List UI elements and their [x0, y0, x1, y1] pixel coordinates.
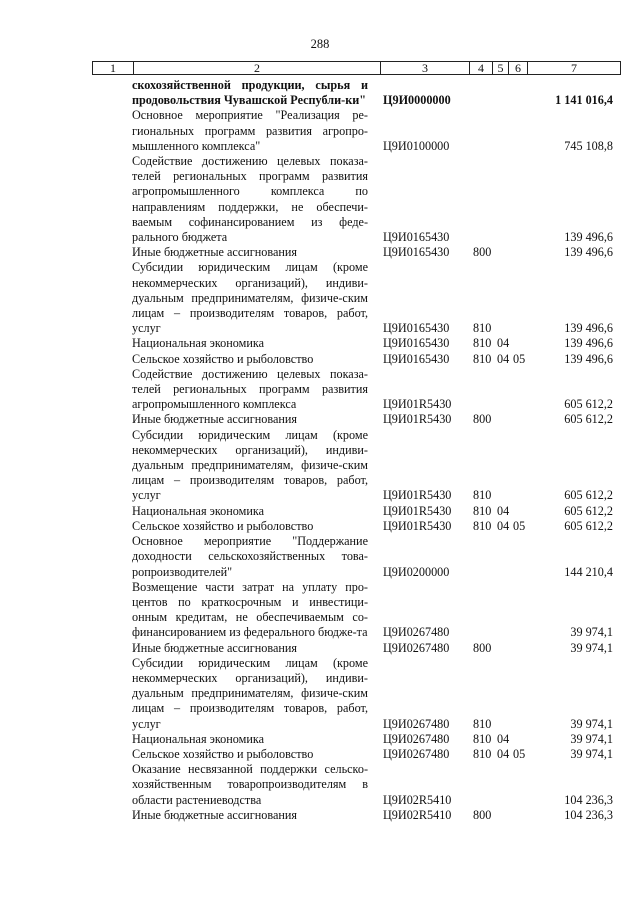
header-col-3: 3 — [381, 62, 470, 75]
row-sum: 1 141 016,4 — [555, 93, 613, 108]
row-code: Ц9И0267480 — [383, 716, 450, 731]
row-sum: 139 496,6 — [564, 245, 613, 260]
row-sum: 104 236,3 — [564, 792, 613, 807]
row-name: Основное мероприятие "Поддержание доходности сельскохозяйственных това-ропроизводителей" — [132, 534, 368, 579]
row-sum: 139 496,6 — [564, 336, 613, 351]
row-sum: 139 496,6 — [564, 321, 613, 336]
row-code: Ц9И01R5430 — [383, 412, 452, 427]
row-name: Сельское хозяйство и рыболовство — [132, 746, 314, 761]
row-sum: 605 612,2 — [564, 397, 613, 412]
row-name: Иные бюджетные ассигнования — [132, 412, 298, 427]
row-section: 04 — [497, 518, 510, 533]
row-code: Ц9И0165430 — [383, 336, 450, 351]
row-code: Ц9И0100000 — [383, 138, 450, 153]
row-expense-type: 810 — [473, 731, 492, 746]
row-name: Национальная экономика — [132, 336, 265, 351]
row-code: Ц9И0165430 — [383, 351, 450, 366]
row-sum: 104 236,3 — [564, 807, 613, 822]
budget-table-body — [92, 78, 621, 823]
row-sum: 39 974,1 — [570, 746, 613, 761]
row-expense-type: 800 — [473, 245, 492, 260]
row-sum: 39 974,1 — [570, 625, 613, 640]
table-row — [92, 519, 621, 534]
row-subsection: 05 — [513, 518, 526, 533]
row-code: Ц9И0267480 — [383, 625, 450, 640]
row-name: Иные бюджетные ассигнования — [132, 245, 298, 260]
header-col-6: 6 — [509, 62, 528, 75]
table-row — [92, 641, 621, 656]
table-row — [92, 656, 621, 732]
row-sum: 605 612,2 — [564, 488, 613, 503]
table-row — [92, 732, 621, 747]
row-code: Ц9И02R5410 — [383, 792, 452, 807]
row-sum: 605 612,2 — [564, 412, 613, 427]
row-sum: 144 210,4 — [564, 564, 613, 579]
table-row — [92, 78, 621, 108]
row-name: Субсидии юридическим лицам (кроме некоммерческих организаций), индиви-дуальным предпринимателям, физиче-ским лицам – производителям товаров, работ, услуг — [132, 655, 368, 731]
row-name: Иные бюджетные ассигнования — [132, 640, 298, 655]
row-code: Ц9И0165430 — [383, 245, 450, 260]
table-row — [92, 367, 621, 413]
table-row — [92, 762, 621, 808]
row-expense-type: 800 — [473, 807, 492, 822]
table-row — [92, 108, 621, 154]
row-code: Ц9И0000000 — [383, 93, 451, 108]
row-expense-type: 800 — [473, 640, 492, 655]
row-section: 04 — [497, 731, 510, 746]
row-sum: 605 612,2 — [564, 503, 613, 518]
row-sum: 605 612,2 — [564, 518, 613, 533]
header-col-7: 7 — [528, 62, 621, 75]
header-col-5: 5 — [493, 62, 509, 75]
table-row — [92, 352, 621, 367]
table-row — [92, 808, 621, 823]
table-row — [92, 154, 621, 245]
row-code: Ц9И01R5430 — [383, 488, 452, 503]
row-name: скохозяйственной продукции, сырья и продовольствия Чувашской Республи-ки" — [132, 78, 368, 108]
row-sum: 139 496,6 — [564, 230, 613, 245]
table-row — [92, 336, 621, 351]
row-name: Сельское хозяйство и рыболовство — [132, 351, 314, 366]
row-subsection: 05 — [513, 746, 526, 761]
row-name: Содействие достижению целевых показа-телей региональных программ развития агропромышленного комплекса — [132, 366, 368, 412]
row-code: Ц9И0165430 — [383, 321, 450, 336]
row-expense-type: 810 — [473, 336, 492, 351]
row-code: Ц9И0165430 — [383, 230, 450, 245]
table-row — [92, 260, 621, 336]
row-sum: 745 108,8 — [564, 138, 613, 153]
row-expense-type: 810 — [473, 321, 492, 336]
header-col-2: 2 — [134, 62, 381, 75]
row-sum: 39 974,1 — [570, 716, 613, 731]
table-row — [92, 534, 621, 580]
row-subsection: 05 — [513, 351, 526, 366]
row-name: Национальная экономика — [132, 503, 265, 518]
table-row — [92, 580, 621, 641]
row-expense-type: 800 — [473, 412, 492, 427]
table-row — [92, 428, 621, 504]
row-code: Ц9И01R5430 — [383, 503, 452, 518]
row-name: Иные бюджетные ассигнования — [132, 807, 298, 822]
table-row — [92, 412, 621, 427]
row-code: Ц9И02R5410 — [383, 807, 452, 822]
table-row — [92, 245, 621, 260]
table-row — [92, 504, 621, 519]
header-col-1: 1 — [93, 62, 134, 75]
row-expense-type: 810 — [473, 746, 492, 761]
row-code: Ц9И0267480 — [383, 640, 450, 655]
row-section: 04 — [497, 746, 510, 761]
column-header-table — [92, 61, 621, 75]
row-code: Ц9И0267480 — [383, 746, 450, 761]
row-expense-type: 810 — [473, 518, 492, 533]
row-name: Содействие достижению целевых показа-телей региональных программ развития агропромышленного комплекса по направлениям поддержки, не обеспечи-ваемым софинансированием из феде-рального бюджета — [132, 154, 368, 245]
row-code: Ц9И01R5430 — [383, 518, 452, 533]
row-name: Основное мероприятие "Реализация ре-гиональных программ развития агропро-мышленного комплекса" — [132, 108, 368, 153]
row-expense-type: 810 — [473, 351, 492, 366]
page-number: 288 — [310, 37, 330, 51]
row-name: Субсидии юридическим лицам (кроме некоммерческих организаций), индиви-дуальным предпринимателям, физиче-ским лицам – производителям товаров, работ, услуг — [132, 427, 368, 503]
row-section: 04 — [497, 351, 510, 366]
row-name: Сельское хозяйство и рыболовство — [132, 518, 314, 533]
row-name: Оказание несвязанной поддержки сельско-хозяйственным товаропроизводителям в области растениеводства — [132, 762, 368, 807]
row-section: 04 — [497, 503, 510, 518]
row-sum: 39 974,1 — [570, 640, 613, 655]
row-name: Национальная экономика — [132, 731, 265, 746]
row-sum: 139 496,6 — [564, 351, 613, 366]
row-sum: 39 974,1 — [570, 731, 613, 746]
row-code: Ц9И01R5430 — [383, 397, 452, 412]
row-code: Ц9И0267480 — [383, 731, 450, 746]
row-expense-type: 810 — [473, 488, 492, 503]
table-row — [92, 747, 621, 762]
row-name: Возмещение части затрат на уплату про-центов по краткосрочным и инвестици-онным кредитам, не обеспечиваемым со-финансированием из федерального бюдже-та — [132, 579, 368, 640]
row-section: 04 — [497, 336, 510, 351]
row-expense-type: 810 — [473, 716, 492, 731]
row-name: Субсидии юридическим лицам (кроме некоммерческих организаций), индиви-дуальным предпринимателям, физиче-ским лицам – производителям товаров, работ, услуг — [132, 260, 368, 336]
header-col-4: 4 — [470, 62, 493, 75]
row-code: Ц9И0200000 — [383, 564, 450, 579]
row-expense-type: 810 — [473, 503, 492, 518]
